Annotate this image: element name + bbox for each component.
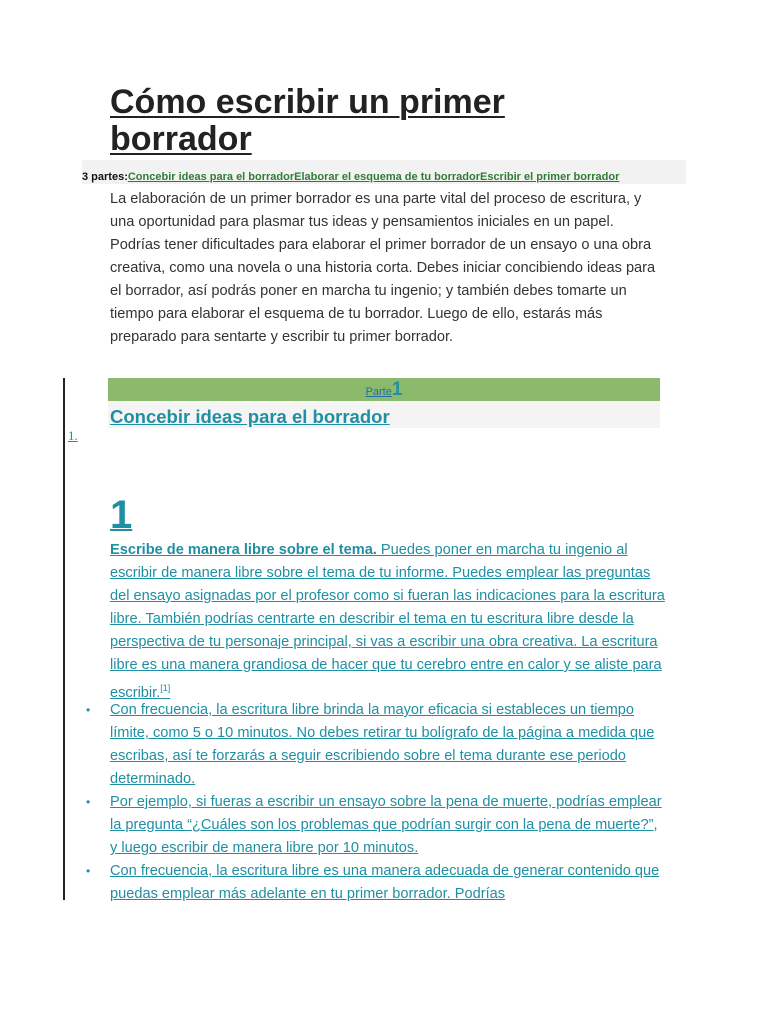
step-anchor-link[interactable]: 1. [68,428,78,443]
step-number: 1 [110,493,133,537]
parts-nav [82,160,686,184]
parts-link-concebir[interactable]: Concebir ideas para el borrador [127,171,295,183]
bullet-text: Con frecuencia, la escritura libre es una manera adecuada de generar contenido que puedas emplear más adelante en tu primer borrador. Podrías [110,863,660,902]
part-number: 1 [391,379,403,400]
citation-link[interactable]: [1] [160,683,171,693]
step-lead: Escribe de manera libre sobre el tema. [110,542,377,558]
part-header[interactable] [108,378,660,401]
parts-link-escribir[interactable]: Escribir el primer borrador [479,171,620,183]
list-item[interactable] [0,860,665,906]
section-title[interactable]: Concebir ideas para el borrador [108,401,660,428]
step-body: Puedes poner en marcha tu ingenio al escribir de manera libre sobre el tema de tu informe. Puedes emplear las preguntas del ensayo asignadas por el profesor como si fueran las indicaciones para la escritura libre. También podrías centrarte en describir el tema en tu escritura libre desde la perspectiva de tu personaje principal, si vas a escribir una obra creativa. La escritura libre es una manera grandiosa de hacer que tu cerebro entre en calor y se aliste para escribir. [110,542,665,701]
step-bullets [0,699,768,906]
intro-paragraph: La elaboración de un primer borrador es una parte vital del proceso de escritura, y una oportunidad para plasmar tus ideas y pensamientos iniciales en un papel. Podrías tener dificultades para elaborar el primer borrador de un ensayo o una obra creativa, como una novela o una historia corta. Debes iniciar concibiendo ideas para el borrador, así podrás poner en marcha tu ingenio; y también debes tomarte un tiempo para elaborar el esquema de tu borrador. Luego de ello, estarás más preparado para sentarte y escribir tu primer borrador. [110,191,656,345]
parts-label: 3 partes: [82,171,128,183]
bullet-text: Por ejemplo, si fueras a escribir un ensayo sobre la pena de muerte, podrías emplear la pregunta “¿Cuáles son los problemas que podrían surgir con la pena de muerte?”, y luego escribir de manera libre por 10 minutos. [110,794,662,856]
list-item[interactable] [0,699,665,791]
bullet-icon: • [86,703,91,717]
part-label[interactable]: Parte [365,386,392,398]
bullet-text: Con frecuencia, la escritura libre brinda la mayor eficacia si estableces un tiempo límite, como 5 o 10 minutos. No debes retirar tu bolígrafo de la página a medida que escribas, así te forzarás a seguir escribiendo sobre el tema durante ese periodo determinado. [110,702,655,787]
step-text[interactable] [110,539,665,705]
parts-link-esquema[interactable]: Elaborar el esquema de tu borrador [294,171,480,183]
list-item[interactable] [0,791,665,860]
bullet-icon: • [86,864,91,878]
bullet-icon: • [86,795,91,809]
page-title: Cómo escribir un primer borrador [110,83,505,158]
